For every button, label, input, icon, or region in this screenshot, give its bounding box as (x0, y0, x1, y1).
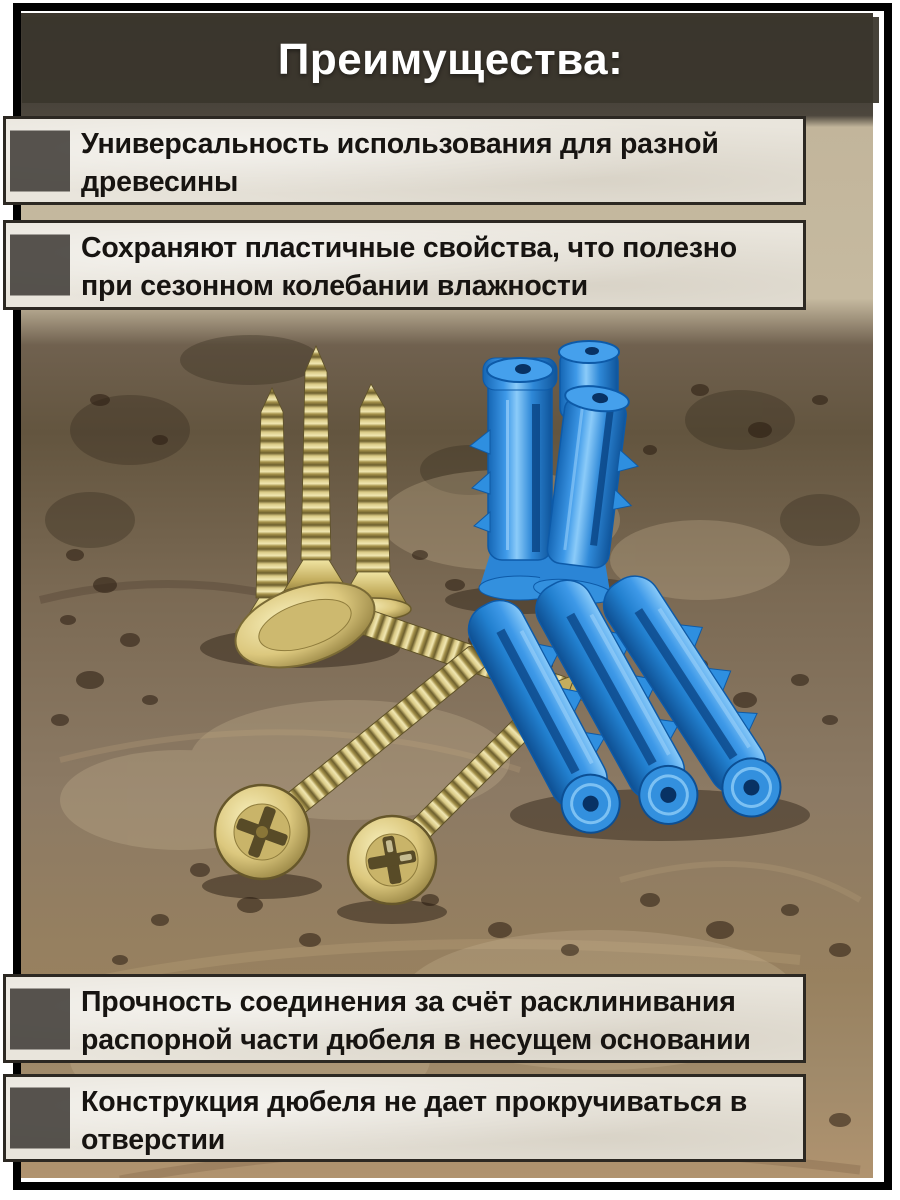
banner-text-line: древесины (81, 166, 239, 198)
advantage-banner-3 (3, 974, 806, 1063)
header-bar (22, 17, 879, 103)
banner-text-line: Сохраняют пластичные свойства, что полезно (81, 232, 738, 264)
banner-tab-square (10, 235, 70, 296)
page-title: Преимущества: (277, 35, 624, 84)
banner-text-line: Конструкция дюбеля не дает прокручиваться в (81, 1086, 748, 1118)
banner-text-line: распорной части дюбеля в несущем основании (81, 1024, 751, 1056)
advantage-banner-2 (3, 220, 806, 310)
banner-tab-square (10, 988, 70, 1049)
banner-text-line: отверстии (81, 1124, 226, 1156)
banner-text-line: Универсальность использования для разной (81, 128, 719, 160)
banner-text-line: при сезонном колебании влажности (81, 270, 588, 302)
banner-text-line: Прочность соединения за счёт расклинивания (81, 986, 736, 1018)
advantage-banner-1 (3, 116, 806, 205)
banner-tab-square (10, 1088, 70, 1149)
advantage-banner-4 (3, 1074, 806, 1162)
banner-tab-square (10, 130, 70, 191)
